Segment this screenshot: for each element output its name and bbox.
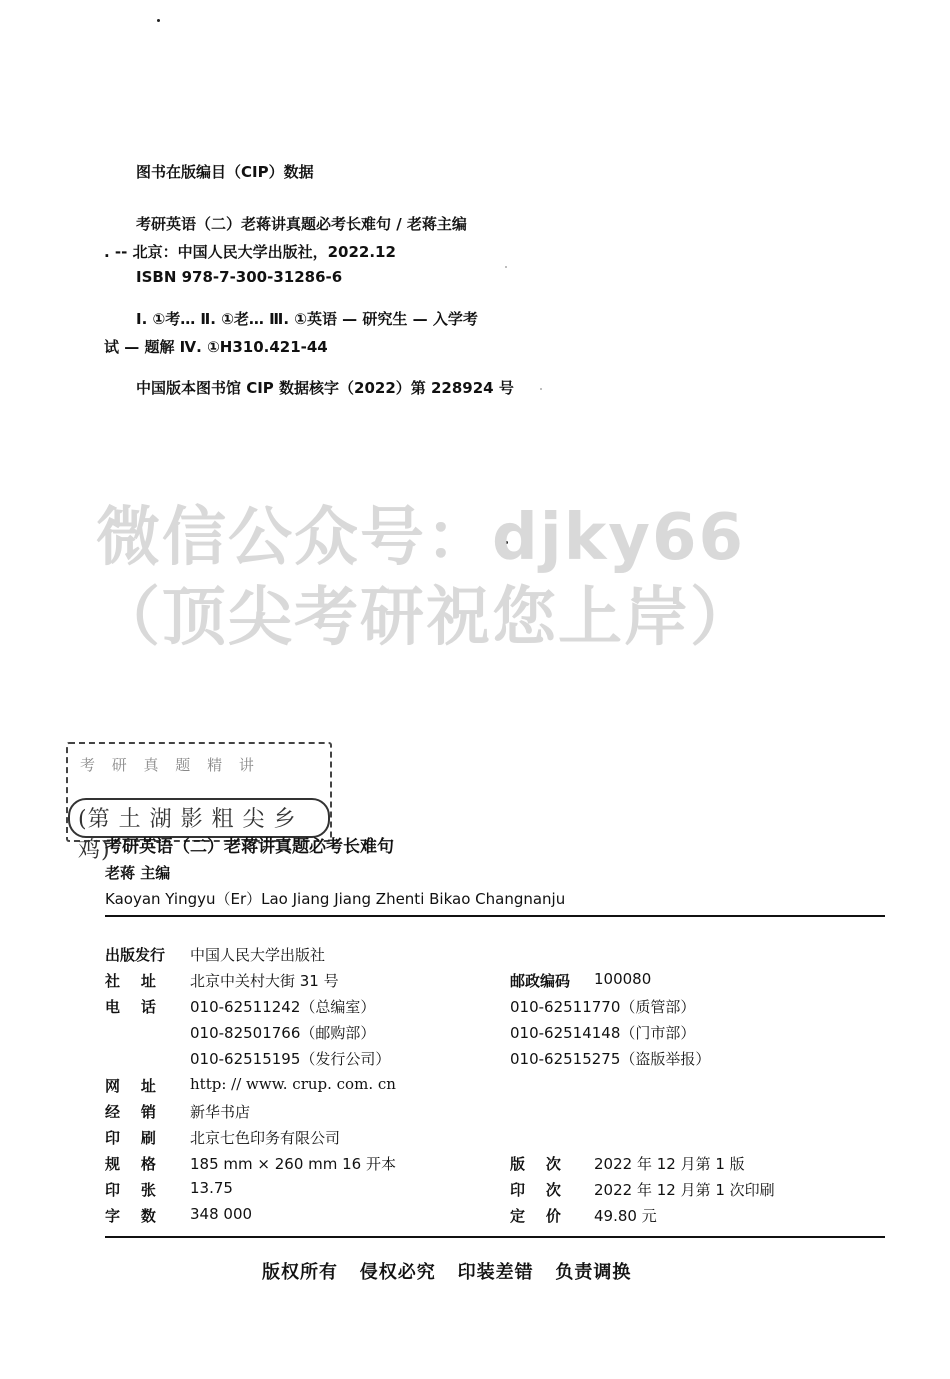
phone-right-1: 010-62511770（质管部）	[510, 998, 696, 1016]
cip-registration-line: 中国版本图书馆 CIP 数据核字（2022）第 228924 号	[136, 379, 514, 397]
wordcount-value: 348 000	[190, 1205, 253, 1223]
sheets-value: 13.75	[190, 1179, 233, 1197]
book-title: 考研英语（二）老蒋讲真题必考长难句	[105, 837, 394, 857]
stamp-faint-text: 考 研 真 题 精 讲	[80, 756, 260, 774]
website-label: 网 址	[105, 1077, 156, 1095]
postcode-value: 100080	[594, 970, 652, 988]
phone-right-3: 010-62515275（盗版举报）	[510, 1050, 711, 1068]
wordcount-label: 字 数	[105, 1207, 156, 1225]
address-label: 社 址	[105, 972, 156, 990]
cip-heading: 图书在版编目（CIP）数据	[136, 163, 314, 181]
book-pinyin: Kaoyan Yingyu（Er）Lao Jiang Jiang Zhenti Bikao Changnanju	[105, 890, 566, 908]
speck	[157, 19, 160, 22]
price-value: 49.80 元	[594, 1207, 657, 1225]
address-value: 北京中关村大街 31 号	[190, 972, 339, 990]
cip-isbn-line: ISBN 978-7-300-31286-6	[136, 268, 343, 286]
speck	[505, 266, 507, 268]
cip-classification-line-2: 试 — 题解 Ⅳ. ①H310.421-44	[104, 338, 328, 356]
impression-value: 2022 年 12 月第 1 次印刷	[594, 1181, 775, 1199]
watermark-line-2: （顶尖考研祝您上岸）	[96, 581, 756, 655]
phone-left-3: 010-62515195（发行公司）	[190, 1050, 391, 1068]
phone-left-1: 010-62511242（总编室）	[190, 998, 376, 1016]
phone-label: 电 话	[105, 998, 156, 1016]
edition-value: 2022 年 12 月第 1 版	[594, 1155, 745, 1173]
phone-left-2: 010-82501766（邮购部）	[190, 1024, 376, 1042]
watermark-line-1: 微信公众号：djky66	[96, 501, 746, 575]
cip-classification-line: Ⅰ. ①考… Ⅱ. ①老… Ⅲ. ①英语 — 研究生 — 入学考	[136, 310, 478, 328]
website-value: http: // www. crup. com. cn	[190, 1075, 396, 1093]
publisher-label: 出版发行	[105, 946, 166, 964]
price-label: 定 价	[510, 1207, 561, 1225]
spec-value: 185 mm × 260 mm 16 开本	[190, 1155, 396, 1173]
bottom-divider	[105, 1236, 885, 1238]
phone-right-2: 010-62514148（门市部）	[510, 1024, 696, 1042]
printer-value: 北京七色印务有限公司	[190, 1129, 341, 1147]
distributor-label: 经 销	[105, 1103, 156, 1121]
impression-label: 印 次	[510, 1181, 561, 1199]
publisher-value: 中国人民大学出版社	[190, 946, 326, 964]
sheets-label: 印 张	[105, 1181, 156, 1199]
spec-label: 规 格	[105, 1155, 156, 1173]
edition-label: 版 次	[510, 1155, 561, 1173]
stamp-text: (第 土 湖 影 粗 尖 乡 鸡)	[78, 807, 297, 863]
book-author: 老蒋 主编	[105, 864, 171, 882]
printer-label: 印 刷	[105, 1129, 156, 1147]
postcode-label: 邮政编码	[510, 972, 571, 990]
cip-publisher-line: . -- 北京：中国人民大学出版社，2022.12	[104, 243, 396, 261]
top-divider	[105, 915, 885, 917]
cip-title-line: 考研英语（二）老蒋讲真题必考长难句 / 老蒋主编	[136, 215, 467, 233]
distributor-value: 新华书店	[190, 1103, 251, 1121]
copyright-notice: 版权所有 侵权必究 印装差错 负责调换	[262, 1262, 632, 1283]
speck	[540, 388, 542, 390]
